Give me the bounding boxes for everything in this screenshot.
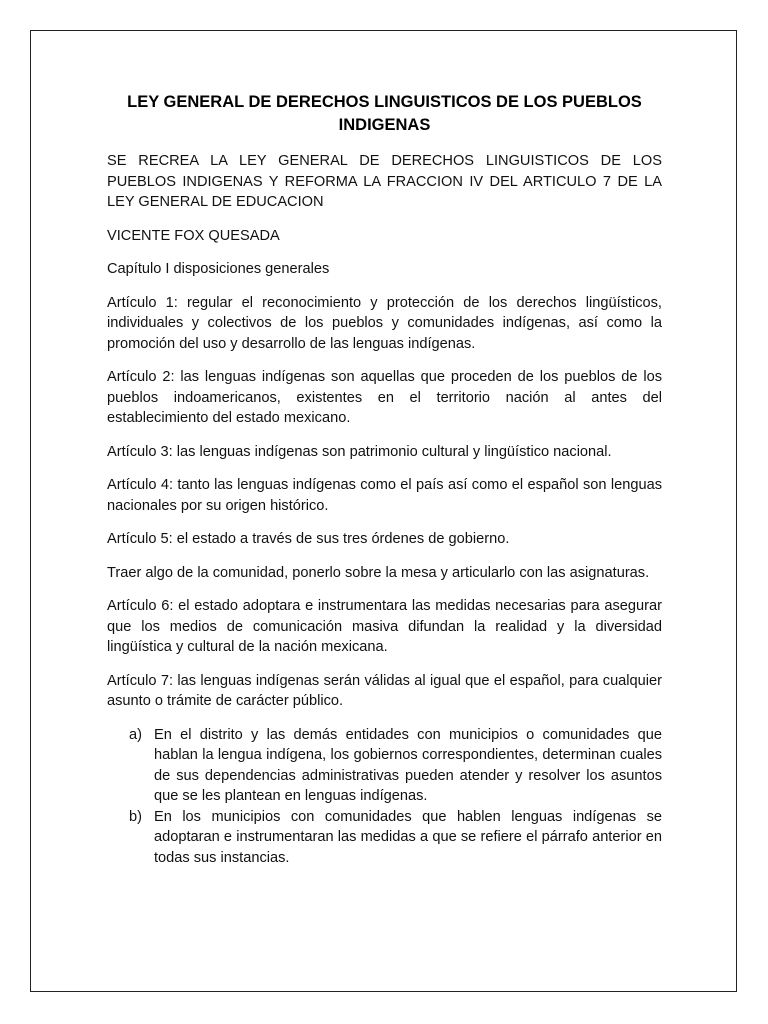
article-5: Artículo 5: el estado a través de sus tres órdenes de gobierno.	[107, 531, 510, 547]
list-item-text: En los municipios con comunidades que hablen lenguas indígenas se adoptaran e instrumentaran las medidas a que se refiere el párrafo anterior en todas sus instancias.	[154, 808, 662, 866]
subtitle-paragraph: SE RECREA LA LEY GENERAL DE DERECHOS LINGUISTICOS DE LOS PUEBLOS INDIGENAS Y REFORMA LA FRACCION IV DEL ARTICULO 7 DE LA LEY GENERAL DE EDUCACION	[107, 153, 662, 210]
article-7-sublist	[107, 725, 662, 869]
list-item-text: En el distrito y las demás entidades con municipios o comunidades que hablan la lengua indígena, los gobiernos correspondientes, determinan cuales de sus dependencias administrativas pueden atender y resolver los asuntos que se les plantean en lenguas indígenas.	[154, 726, 662, 804]
article-2: Artículo 2: las lenguas indígenas son aquellas que proceden de los pueblos de los pueblos indoamericanos, existentes en el territorio nación al antes del establecimiento del estado mexicano.	[107, 369, 662, 426]
article-6: Artículo 6: el estado adoptara e instrumentara las medidas necesarias para asegurar que los medios de comunicación masiva difundan la realidad y la diversidad lingüística y cultural de la nación mexicana.	[107, 598, 662, 655]
chapter-heading: Capítulo I disposiciones generales	[107, 261, 330, 277]
article-3: Artículo 3: las lenguas indígenas son patrimonio cultural y lingüístico nacional.	[107, 443, 612, 460]
article-4: Artículo 4: tanto las lenguas indígenas como el país así como el español son lenguas nacionales por su origen histórico.	[107, 477, 662, 514]
list-item-a	[107, 725, 662, 807]
note-paragraph: Traer algo de la comunidad, ponerlo sobre la mesa y articularlo con las asignaturas.	[107, 564, 650, 581]
document-title: LEY GENERAL DE DERECHOS LINGUISTICOS DE LOS PUEBLOS INDIGENAS	[127, 93, 642, 134]
list-item-b	[107, 807, 662, 869]
author-name: VICENTE FOX QUESADA	[107, 227, 280, 244]
list-marker: a)	[129, 726, 142, 743]
document-page	[30, 30, 737, 992]
article-7: Artículo 7: las lenguas indígenas serán válidas al igual que el español, para cualquier asunto o trámite de carácter público.	[107, 672, 662, 709]
list-marker: b)	[129, 808, 142, 825]
document-body	[107, 91, 662, 868]
article-1: Artículo 1: regular el reconocimiento y protección de los derechos lingüísticos, individuales y colectivos de los pueblos y comunidades indígenas, así como la promoción del uso y desarrollo de las lenguas indígenas.	[107, 294, 662, 352]
